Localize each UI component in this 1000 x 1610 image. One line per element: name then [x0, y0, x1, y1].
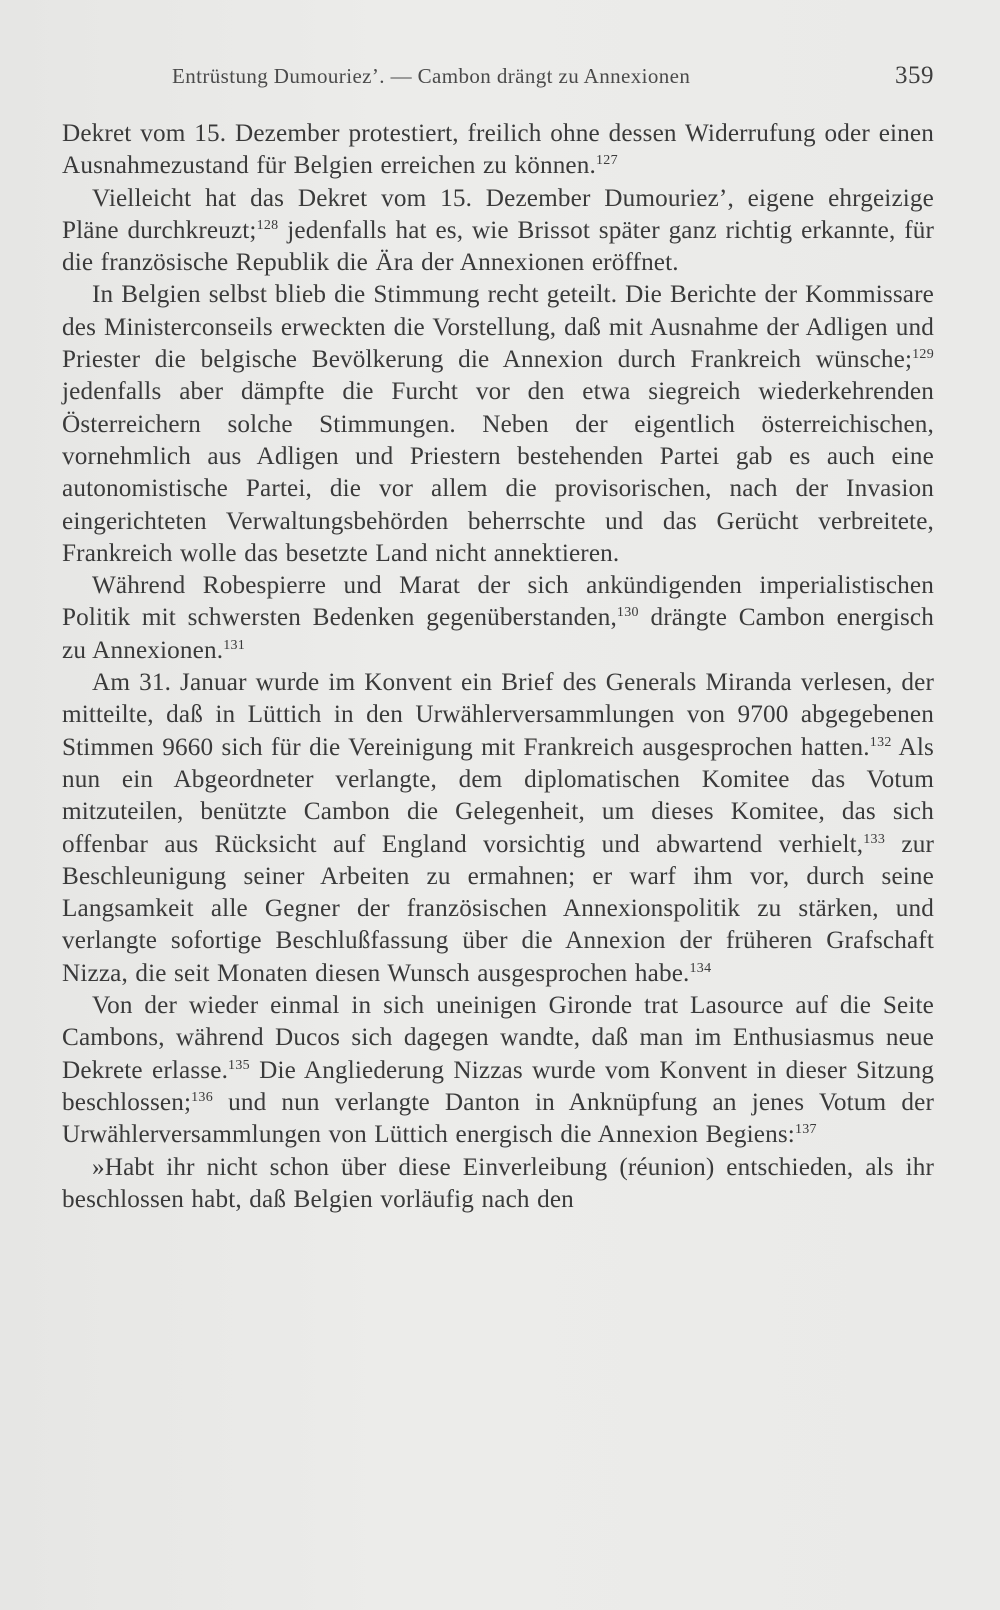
footnote-marker: 128	[256, 217, 279, 233]
paragraph	[62, 570, 934, 667]
text-run: jedenfalls hat es, wie Brissot später ganz richtig erkannte, für die französische Republik die Ära der Annexionen eröffnet.	[62, 216, 935, 277]
text-run: Als nun ein Abgeordneter verlangte, dem diplomatischen Komitee das Votum mitzuteilen, benützte Cambon die Gelegenheit, um dieses Komitee, das sich offenbar aus Rücksicht auf England vorsichtig und abwartend verhielt,	[62, 733, 934, 858]
footnote-marker: 129	[912, 347, 934, 363]
footnote-marker: 137	[794, 1122, 817, 1138]
paragraph	[62, 990, 934, 1151]
paragraph	[62, 667, 934, 990]
paragraph	[62, 118, 934, 183]
running-head	[172, 62, 934, 94]
text-run: »Habt ihr nicht schon über diese Einverleibung (réunion) entschieden, als ihr beschlossen habt, daß Belgien vorläufig nach den	[62, 1153, 934, 1213]
text-run: Dekret vom 15. Dezember protestiert, freilich ohne dessen Widerrufung oder einen Ausnahmezustand für Belgien erreichen zu können.	[62, 120, 934, 180]
text-run: Vielleicht hat das Dekret vom 15. Dezember Dumouriez’, eigene ehrgeizige Pläne durchkreuzt;	[62, 184, 934, 244]
paragraph	[62, 183, 934, 280]
body-text	[62, 118, 934, 1216]
running-title: Entrüstung Dumouriez’. — Cambon drängt zu Annexionen	[172, 64, 691, 88]
text-run: Während Robespierre und Marat der sich ankündigenden imperialistischen Politik mit schwersten Bedenken gegenüberstanden,	[62, 572, 934, 632]
text-run: zur Beschleunigung seiner Arbeiten zu ermahnen; er warf ihm vor, durch seine Langsamkeit alle Gegner der französischen Annexionspolitik zu stärken, und verlangte sofortige Beschlußfassung über die Annexion der früheren Grafschaft Nizza, die seit Monaten diesen Wunsch ausgesprochen habe.	[62, 830, 935, 987]
footnote-marker: 132	[869, 734, 892, 750]
footnote-marker: 127	[595, 153, 618, 169]
text-run: In Belgien selbst blieb die Stimmung recht geteilt. Die Berichte der Kommissare des Ministerconseils erweckten die Vorstellung, daß mit Ausnahme der Adligen und Priester die belgische Bevölkerung die Annexion durch Frankreich wünsche;	[62, 281, 934, 374]
text-run: Am 31. Januar wurde im Konvent ein Brief des Generals Miranda verlesen, der mitteilte, daß in Lüttich in den Urwählerversammlungen von 9700 abgegebenen Stimmen 9660 sich für die Vereinigung mit Frankreich ausgesprochen hatten.	[62, 669, 934, 761]
footnote-marker: 131	[223, 637, 246, 653]
paragraph	[62, 279, 934, 570]
page-number: 359	[895, 62, 934, 89]
text-run: jedenfalls aber dämpfte die Furcht vor den etwa siegreich wiederkehrenden Österreichern solche Stimmungen. Neben der eigentlich österreichischen, vornehmlich aus Adligen und Priestern bestehenden Partei gab es auch eine autonomistische Partei, die vor allem die provisorischen, nach der Invasion eingerichteten Verwaltungsbehörden beherrschte und das Gerücht verbreitete, Frankreich wolle das besetzte Land nicht annektieren.	[62, 378, 934, 567]
text-run: Die Angliederung Nizzas wurde vom Konvent in dieser Sitzung beschlossen;	[62, 1056, 934, 1116]
text-run: drängte Cambon energisch zu Annexionen.	[62, 604, 935, 664]
footnote-marker: 134	[689, 960, 712, 976]
paragraph	[62, 1152, 934, 1217]
footnote-marker: 135	[228, 1057, 250, 1073]
footnote-marker: 130	[616, 605, 639, 621]
text-run: Von der wieder einmal in sich uneinigen Gironde trat Lasource auf die Seite Cambons, während Ducos sich dagegen wandte, daß man im Enthusiasmus neue Dekrete erlasse.	[62, 992, 934, 1084]
footnote-marker: 133	[863, 831, 886, 847]
text-run: und nun verlangte Danton in Anknüpfung an jenes Votum der Urwählerversammlungen von Lüttich energisch die Annexion Begiens:	[62, 1088, 934, 1149]
footnote-marker: 136	[191, 1089, 214, 1105]
